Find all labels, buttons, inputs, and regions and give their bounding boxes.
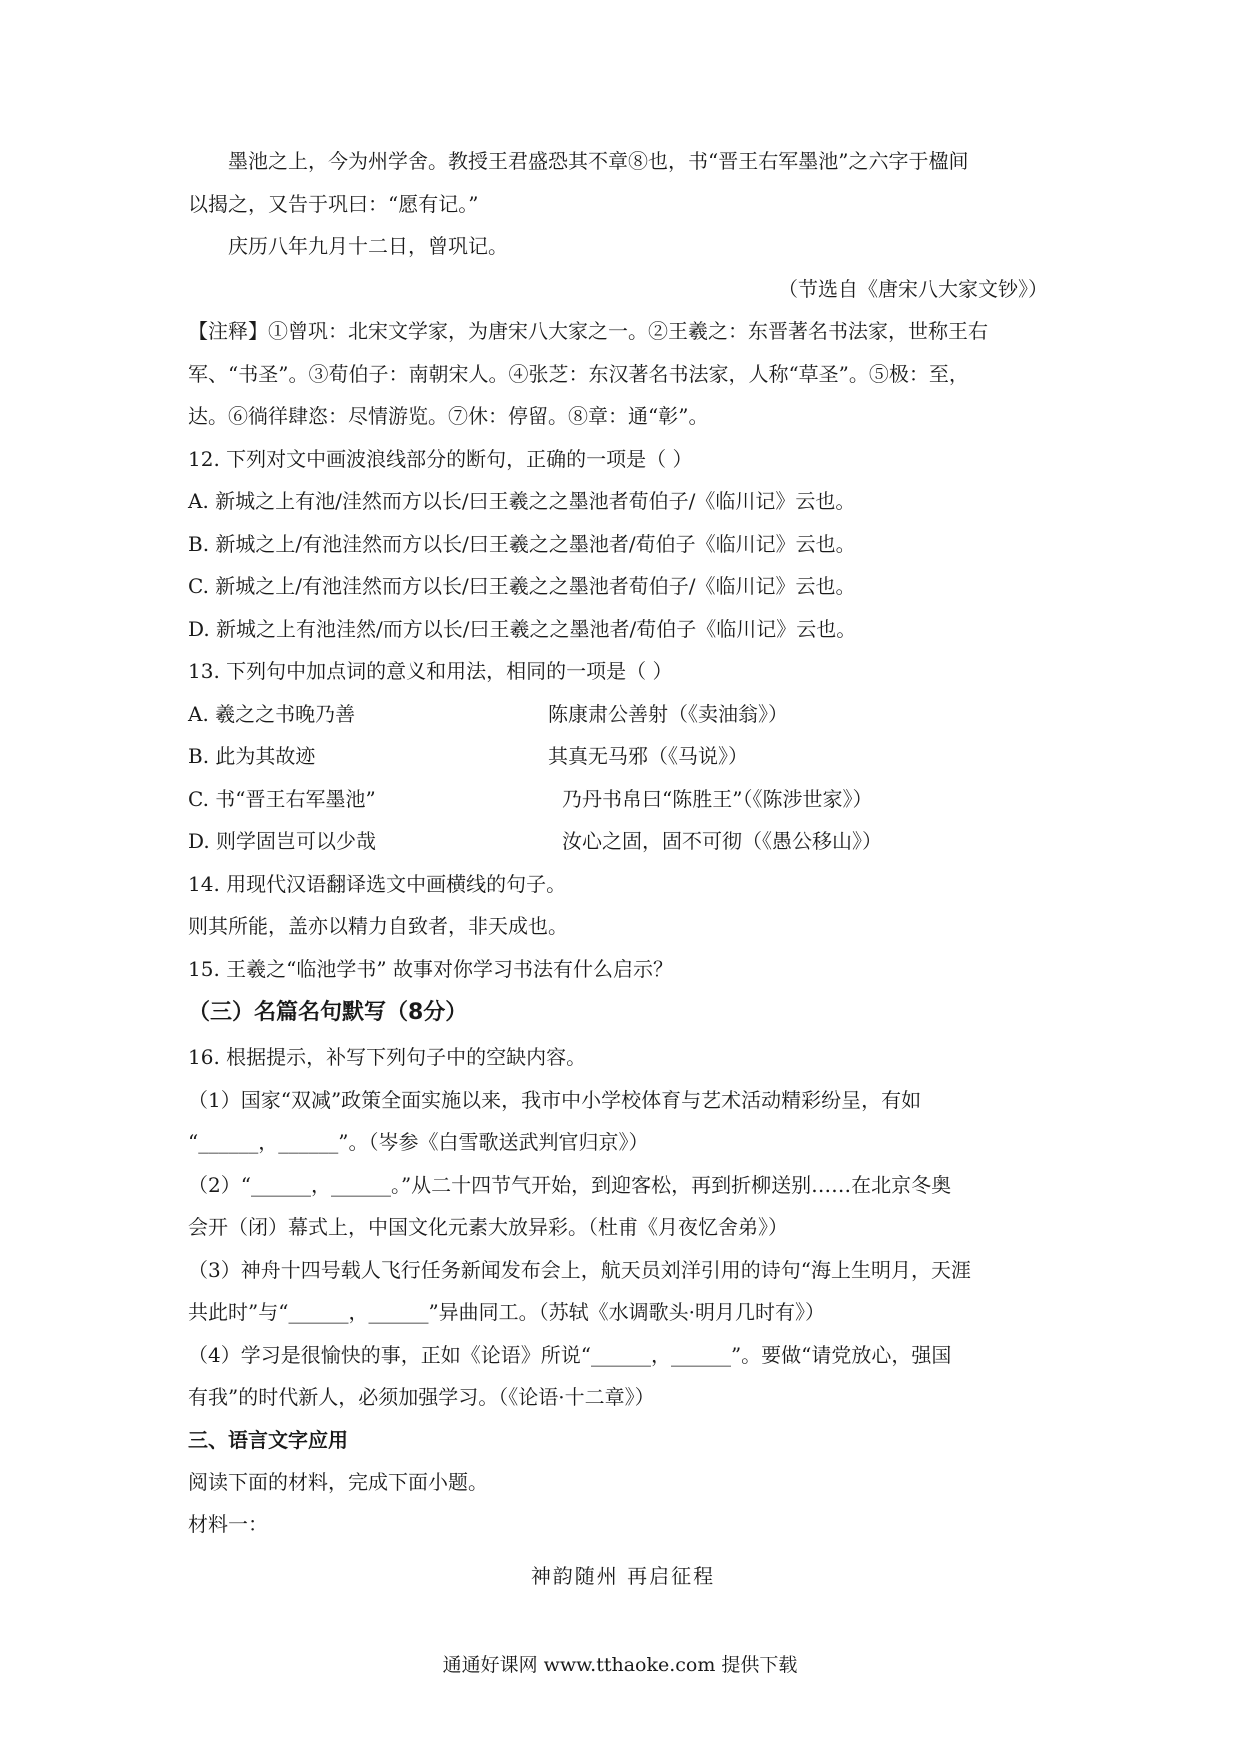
passage-line-3: 庆历八年九月十二日，曾巩记。 [228, 234, 508, 258]
notes-line-1: 【注释】①曾巩：北宋文学家，为唐宋八大家之一。②王羲之：东晋著名书法家，世称王右 [188, 319, 988, 343]
material-1-label: 材料一： [188, 1512, 268, 1536]
option-a-left: A. 羲之之书晚乃善 [188, 701, 356, 726]
question-16-part-2a: （2）“______，______。”从二十四节气开始，到迎客松，再到折柳送别……在北京冬奥 [188, 1172, 952, 1197]
page-footer: 通通好课网 www.tthaoke.com 提供下载 [442, 1654, 798, 1676]
question-13-option-b [188, 735, 1058, 778]
section-3-heading: （三）名篇名句默写（8分） [188, 1000, 468, 1025]
option-a-right: 陈康肃公善射（《卖油翁》） [548, 701, 788, 726]
question-16-part-1b: “______，______”。（岑参《白雪歌送武判官归京》） [188, 1130, 649, 1154]
question-13-option-d [188, 820, 1058, 863]
question-12-option-b: B. 新城之上/有池洼然而方以长/曰王羲之之墨池者/荀伯子《临川记》云也。 [188, 531, 856, 556]
question-14-stem: 14. 用现代汉语翻译选文中画横线的句子。 [188, 871, 567, 896]
question-16-part-4a: （4）学习是很愉快的事，正如《论语》所说“______，______”。要做“请党放心，强国 [188, 1342, 952, 1367]
question-13-option-a [188, 693, 1058, 736]
option-c-right: 乃丹书帛曰“陈胜王”（《陈涉世家》） [562, 786, 873, 811]
question-12-stem: 12. 下列对文中画波浪线部分的断句，正确的一项是（ ） [188, 446, 693, 471]
question-16-part-1a: （1）国家“双减”政策全面实施以来，我市中小学校体育与艺术活动精彩纷呈，有如 [188, 1087, 922, 1112]
notes-line-3: 达。⑥徜徉肆恣：尽情游览。⑦休：停留。⑧章：通“彰”。 [188, 404, 709, 428]
notes-line-2: 军、“书圣”。③荀伯子：南朝宋人。④张芝：东汉著名书法家，人称“草圣”。⑤极：至， [188, 361, 969, 386]
option-d-right: 汝心之固，固不可彻（《愚公移山》） [562, 829, 882, 853]
option-c-left: C. 书“晋王右军墨池” [188, 786, 376, 811]
passage-source: （节选自《唐宋八大家文钞》） [778, 276, 1048, 301]
part-3-intro: 阅读下面的材料，完成下面小题。 [188, 1469, 488, 1494]
question-13-option-c [188, 778, 1058, 821]
question-16-stem: 16. 根据提示，补写下列句子中的空缺内容。 [188, 1045, 587, 1069]
question-12-option-d: D. 新城之上有池洼然/而方以长/曰王羲之之墨池者/荀伯子《临川记》云也。 [188, 616, 857, 641]
option-b-left: B. 此为其故迹 [188, 744, 316, 768]
passage-line-1: 墨池之上，今为州学舍。教授王君盛恐其不章⑧也，书“晋王右军墨池”之六字于楹间 [228, 149, 969, 173]
option-d-left: D. 则学固岂可以少哉 [188, 829, 377, 853]
option-b-right: 其真无马邪（《马说》） [548, 744, 748, 768]
question-12-option-a: A. 新城之上有池/洼然而方以长/曰王羲之之墨池者荀伯子/《临川记》云也。 [188, 489, 856, 513]
question-16-part-2b: 会开（闭）幕式上，中国文化元素大放异彩。（杜甫《月夜忆舍弟》） [188, 1215, 788, 1239]
passage-line-2: 以揭之，又告于巩曰：“愿有记。” [188, 191, 479, 216]
material-1-title: 神韵随州 再启征程 [530, 1563, 716, 1588]
document-body [188, 140, 1058, 1606]
question-16-part-4b: 有我”的时代新人，必须加强学习。（《论语·十二章》） [188, 1385, 655, 1409]
question-13-stem: 13. 下列句中加点词的意义和用法，相同的一项是（ ） [188, 659, 673, 683]
part-3-heading: 三、语言文字应用 [188, 1427, 348, 1452]
question-14-sentence: 则其所能，盖亦以精力自致者，非天成也。 [188, 914, 568, 938]
question-16-part-3a: （3）神舟十四号载人飞行任务新闻发布会上，航天员刘洋引用的诗句“海上生明月，天涯 [188, 1257, 971, 1282]
question-16-part-3b: 共此时”与“______，______”异曲同工。（苏轼《水调歌头·明月几时有》） [188, 1300, 826, 1324]
question-12-option-c: C. 新城之上/有池洼然而方以长/曰王羲之之墨池者荀伯子/《临川记》云也。 [188, 574, 856, 598]
question-15-stem: 15. 王羲之“临池学书” 故事对你学习书法有什么启示？ [188, 956, 673, 981]
